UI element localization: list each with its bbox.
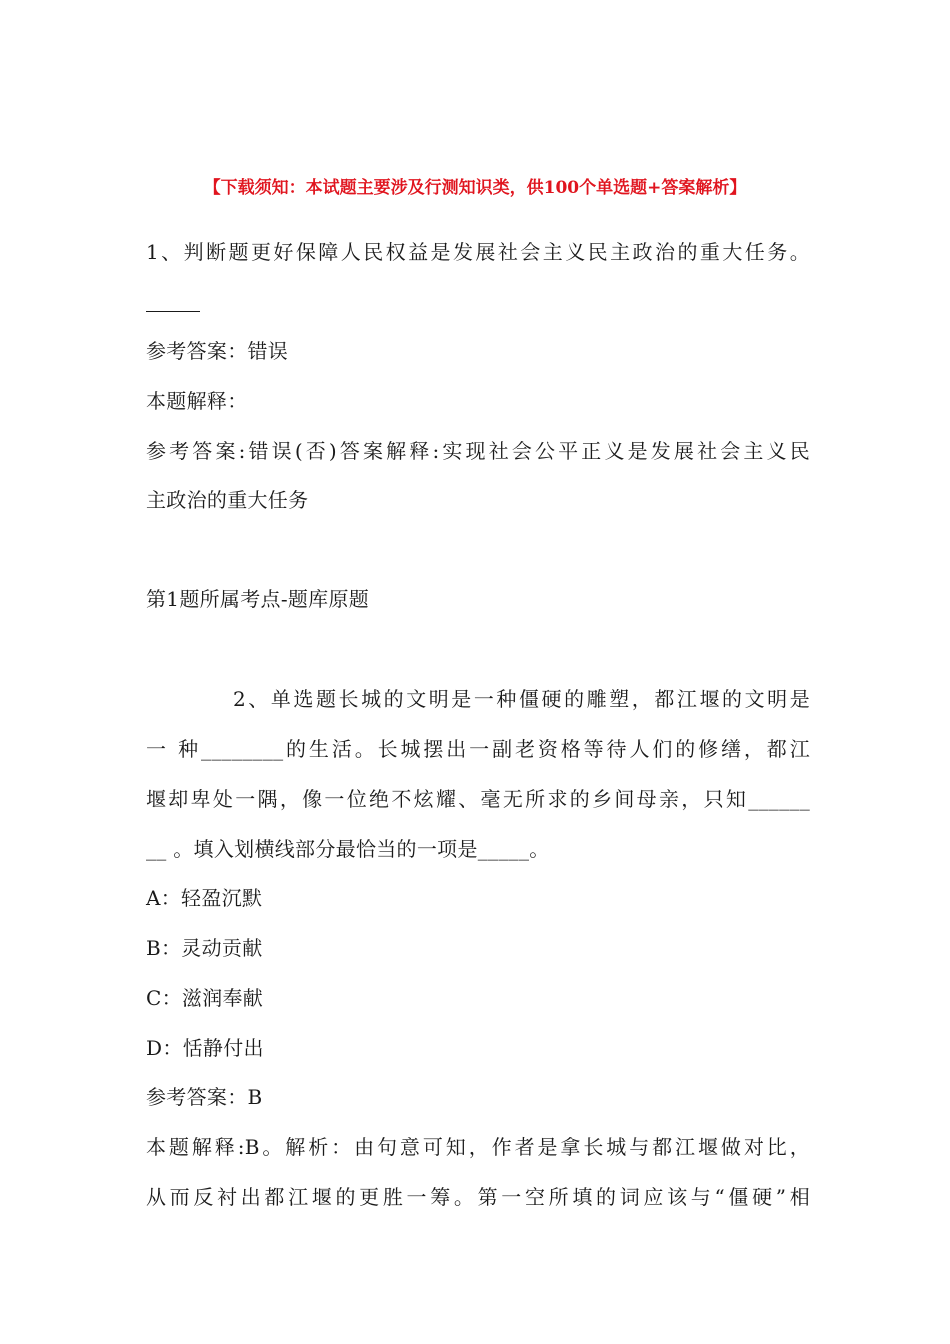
q2-option-b: B：灵动贡献 [146,936,263,960]
q2-question-line4: __ 。填入划横线部分最恰当的一项是_____。 [146,837,550,861]
q2-answer: 参考答案：B [146,1085,263,1109]
q1-question: 1、判断题更好保障人民权益是发展社会主义民主政治的重大任务。 [146,240,810,264]
q2-question-line1: 2、单选题长城的文明是一种僵硬的雕塑，都江堰的文明是 [233,687,810,711]
q2-option-d: D：恬静付出 [146,1036,264,1060]
q1-explanation-label: 本题解释： [146,389,248,413]
q2-option-c: C：滋润奉献 [146,986,264,1010]
download-notice: 【下载须知：本试题主要涉及行测知识类，供100个单选题+答案解析】 [203,178,747,198]
q2-option-a: A：轻盈沉默 [146,886,263,910]
q1-answer: 参考答案：错误 [146,339,289,363]
q1-explanation-line2: 主政治的重大任务 [146,488,309,512]
q2-explanation-line1: 本题解释:B。解析：由句意可知，作者是拿长城与都江堰做对比， [146,1135,810,1159]
q1-topic: 第1题所属考点-题库原题 [146,587,370,611]
q1-explanation-line1: 参考答案:错误(否)答案解释:实现社会公平正义是发展社会主义民 [146,439,810,463]
q2-explanation-line2: 从而反衬出都江堰的更胜一筹。第一空所填的词应该与“僵硬”相 [146,1185,810,1209]
q2-question-line2: 一 种________的生活。长城摆出一副老资格等待人们的修缮，都江 [146,737,810,761]
q2-question-line3: 堰却卑处一隅，像一位绝不炫耀、毫无所求的乡间母亲，只知______ [146,787,810,811]
answer-blank-line [146,311,200,312]
